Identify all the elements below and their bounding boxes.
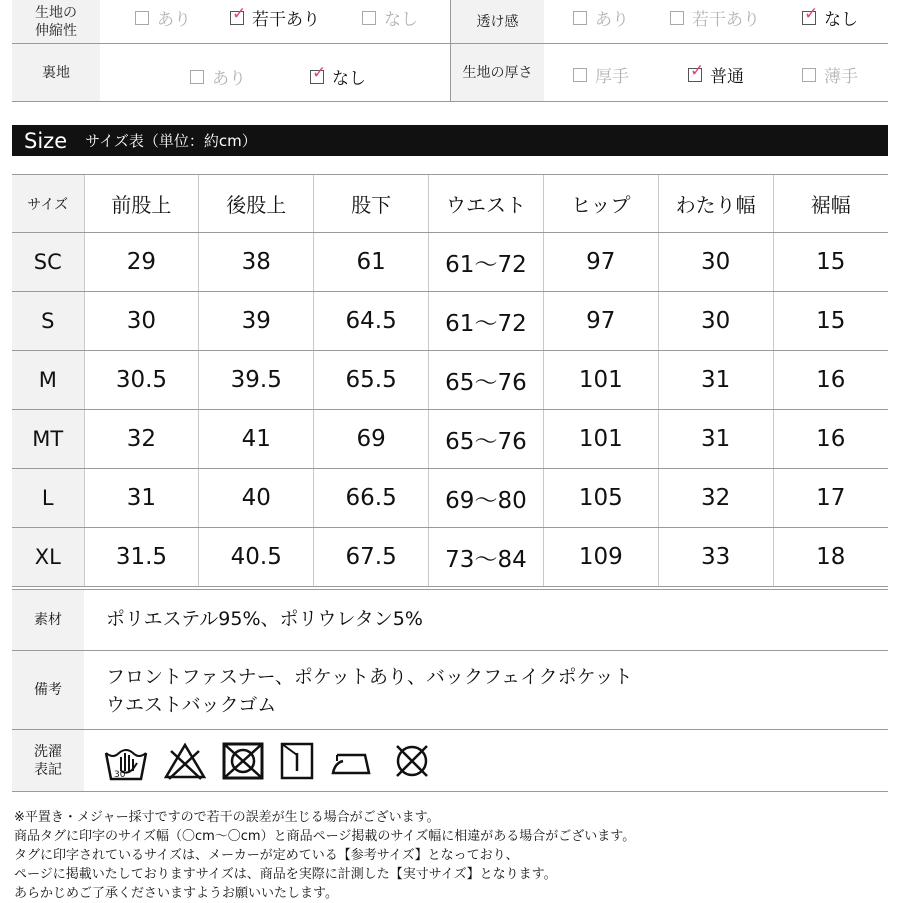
table-cell: 31 (84, 469, 199, 528)
table-cell: 32 (658, 469, 773, 528)
table-cell: 40 (199, 469, 314, 528)
table-cell: 64.5 (314, 292, 429, 351)
table-cell: 30 (658, 292, 773, 351)
thickness-option-1[interactable] (688, 62, 744, 87)
table-header-cell: 股下 (314, 175, 429, 233)
table-cell: 30 (84, 292, 199, 351)
stretch-option-label: あり (157, 10, 191, 30)
note-line: あらかじめご了承くださいますようお願いいたします。 (14, 886, 338, 901)
table-row (12, 292, 888, 351)
checkbox-empty-icon[interactable] (573, 68, 587, 82)
table-cell: 65.5 (314, 351, 429, 410)
table-cell: 31 (658, 351, 773, 410)
checkbox-checked-icon[interactable] (688, 60, 705, 82)
check-mark-icon: ✓ (232, 3, 247, 24)
size-label-cell: SC (12, 233, 84, 292)
lining-option-1[interactable] (310, 64, 366, 89)
table-cell: 32 (84, 410, 199, 469)
table-cell: 69〜80 (429, 469, 544, 528)
table-cell: 97 (543, 292, 658, 351)
stretch-option-2[interactable] (362, 5, 418, 30)
material-text: ポリエステル95%、ポリウレタン5% (106, 608, 423, 630)
table-header-cell: 後股上 (199, 175, 314, 233)
lining-option-label: あり (212, 69, 246, 89)
table-cell: 17 (773, 469, 888, 528)
size-label-cell: MT (12, 410, 84, 469)
table-cell: 31.5 (84, 528, 199, 587)
table-cell: 39.5 (199, 351, 314, 410)
sheer-option-label: 若干あり (692, 10, 760, 30)
table-row (12, 351, 888, 410)
line-dry-icon (279, 741, 315, 781)
table-row (12, 233, 888, 292)
care-label: 洗濯 表記 (12, 730, 84, 791)
size-header-title: Size (24, 128, 68, 153)
material-label: 素材 (12, 590, 84, 650)
table-cell: 16 (773, 410, 888, 469)
table-cell: 101 (543, 410, 658, 469)
table-header-cell: わたり幅 (658, 175, 773, 233)
table-cell: 15 (773, 233, 888, 292)
table-cell: 66.5 (314, 469, 429, 528)
checkbox-empty-icon[interactable] (135, 11, 149, 25)
table-row (12, 528, 888, 587)
remarks-label: 備考 (12, 651, 84, 729)
checkbox-empty-icon[interactable] (573, 11, 587, 25)
notes (14, 808, 635, 903)
no-dry-clean-icon (391, 741, 433, 781)
size-label-cell: M (12, 351, 84, 410)
checkbox-empty-icon[interactable] (670, 11, 684, 25)
table-header-cell: ウエスト (429, 175, 544, 233)
thickness-option-label: 普通 (710, 67, 744, 87)
stretch-option-1[interactable] (230, 5, 320, 30)
checkbox-empty-icon[interactable] (802, 68, 816, 82)
sheer-option-1[interactable] (670, 5, 760, 30)
no-bleach-icon (163, 741, 207, 781)
stretch-option-0[interactable] (135, 5, 191, 30)
size-table (12, 174, 888, 587)
sheer-option-0[interactable] (573, 5, 629, 30)
table-header-cell: サイズ (12, 175, 84, 233)
checkbox-empty-icon[interactable] (362, 11, 376, 25)
table-cell: 105 (543, 469, 658, 528)
lining-label: 裏地 (12, 44, 100, 101)
table-cell: 65〜76 (429, 410, 544, 469)
thickness-option-0[interactable] (573, 62, 629, 87)
check-mark-icon: ✓ (804, 3, 819, 24)
sheer-label: 透け感 (451, 0, 544, 43)
stretch-label: 生地の 伸縮性 (12, 0, 100, 43)
size-label-cell: S (12, 292, 84, 351)
size-label-cell: XL (12, 528, 84, 587)
table-header-cell: 前股上 (84, 175, 199, 233)
table-cell: 16 (773, 351, 888, 410)
note-line: タグに印字されているサイズは、メーカーが定めている【参考サイズ】となっており、 (14, 848, 519, 863)
table-cell: 30 (658, 233, 773, 292)
table-cell: 69 (314, 410, 429, 469)
check-mark-icon: ✓ (312, 62, 327, 83)
table-cell: 109 (543, 528, 658, 587)
table-cell: 30.5 (84, 351, 199, 410)
table-row (12, 469, 888, 528)
checkbox-checked-icon[interactable] (230, 3, 247, 25)
thickness-option-label: 厚手 (595, 67, 629, 87)
svg-text:30: 30 (114, 770, 126, 780)
remarks-line-1: フロントファスナー、ポケットあり、バックフェイクポケット (106, 666, 633, 688)
table-cell: 39 (199, 292, 314, 351)
hand-wash-30-icon (103, 741, 149, 781)
note-line: 商品タグに印字のサイズ幅（〇cm〜〇cm）と商品ページ掲載のサイズ幅に相違がある場合がございます。 (14, 829, 636, 844)
care-icons (103, 741, 433, 781)
size-header-bar (12, 125, 888, 156)
thickness-option-2[interactable] (802, 62, 858, 87)
table-header-cell: ヒップ (543, 175, 658, 233)
table-header-cell: 裾幅 (773, 175, 888, 233)
table-cell: 41 (199, 410, 314, 469)
table-cell: 73〜84 (429, 528, 544, 587)
note-line: ※平置き・メジャー採寸ですので若干の誤差が生じる場合がございます。 (14, 810, 440, 825)
table-cell: 38 (199, 233, 314, 292)
no-tumble-dry-icon (221, 741, 265, 781)
table-cell: 40.5 (199, 528, 314, 587)
sheer-option-label: あり (595, 10, 629, 30)
size-label-cell: L (12, 469, 84, 528)
thickness-label: 生地の厚さ (451, 44, 544, 101)
table-header-row (12, 175, 888, 233)
table-cell: 31 (658, 410, 773, 469)
iron-low-icon (329, 741, 377, 781)
note-line: ページに掲載いたしておりますサイズは、商品を実際に計測した【実寸サイズ】となります。 (14, 867, 557, 882)
sheer-option-2[interactable] (802, 5, 858, 30)
table-cell: 33 (658, 528, 773, 587)
checkbox-empty-icon[interactable] (190, 70, 204, 84)
table-cell: 101 (543, 351, 658, 410)
stretch-option-label: なし (384, 10, 418, 30)
lining-option-label: なし (332, 69, 366, 89)
remarks-line-2: ウエストバックゴム (106, 694, 277, 716)
table-cell: 65〜76 (429, 351, 544, 410)
check-mark-icon: ✓ (690, 60, 705, 81)
table-cell: 61〜72 (429, 233, 544, 292)
table-cell: 61〜72 (429, 292, 544, 351)
table-cell: 97 (543, 233, 658, 292)
table-row (12, 410, 888, 469)
table-cell: 18 (773, 528, 888, 587)
lining-option-0[interactable] (190, 64, 246, 89)
sheer-option-label: なし (824, 10, 858, 30)
checkbox-checked-icon[interactable] (310, 62, 327, 84)
table-cell: 29 (84, 233, 199, 292)
table-cell: 61 (314, 233, 429, 292)
size-header-subtitle: サイズ表（単位：約cm） (85, 132, 257, 150)
table-cell: 15 (773, 292, 888, 351)
thickness-option-label: 薄手 (824, 67, 858, 87)
stretch-option-label: 若干あり (252, 10, 320, 30)
checkbox-checked-icon[interactable] (802, 3, 819, 25)
table-cell: 67.5 (314, 528, 429, 587)
